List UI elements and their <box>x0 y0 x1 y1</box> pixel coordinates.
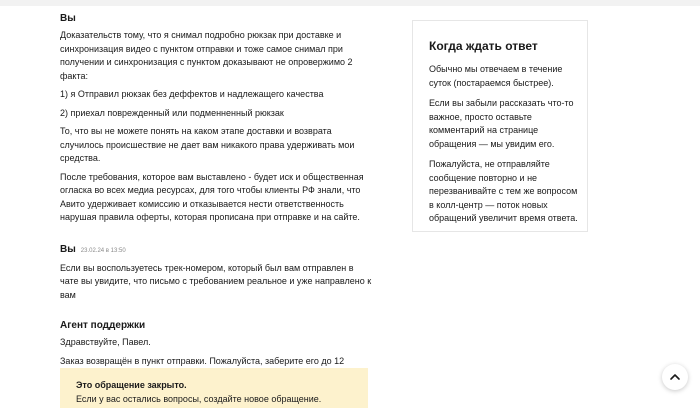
message <box>60 12 372 225</box>
author-name: Агент поддержки <box>60 320 146 331</box>
message-text: Здравствуйте, Павел. <box>60 337 151 347</box>
message-text: 2) приехал поврежденный или подменненный рюкзак <box>60 107 284 118</box>
message-text: После требования, которое вам выставлено - будет иск и общественная огласка во всех медиа ресурсах, для того чтобы клиенты РФ знали, что Авито удерживает комиссию и отказывается нести ответственность нарушая правила оферты, которая прописана при отправке и на сайте. <box>60 171 364 222</box>
message-timestamp: 23.02.24 в 13:50 <box>80 247 126 254</box>
card-body <box>429 63 579 233</box>
message-text: Если вы воспользуетесь трек-номером, который был вам отправлен в чате вы увидите, что письмо с требованием реальное и уже направлено к вам <box>60 262 372 300</box>
message <box>60 243 372 303</box>
top-divider <box>0 0 700 6</box>
author-name: Вы <box>60 243 76 255</box>
message-text: 1) я Отправил рюкзак без деффектов и надлежащего качества <box>60 89 324 99</box>
banner-title: Это обращение закрыто. <box>76 380 187 390</box>
card-title: Когда ждать ответ <box>429 39 538 53</box>
message-author <box>60 243 372 258</box>
card-text: Обычно мы отвечаем в течение суток (постараемся быстрее). <box>429 64 563 88</box>
message-author <box>60 319 372 332</box>
message-thread <box>60 12 372 382</box>
message-text: Заказ возвращён в пункт отправки. Пожалуйста, заберите его до 12 <box>60 355 345 366</box>
message-text: То, что вы не можете понять на каком этапе доставки и возврата случилось происшествие не дает вам никакого права удерживать мои средства. <box>60 126 355 163</box>
card-text: Пожалуйста, не отправляйте сообщение повторно и не перезванивайте с тем же вопросом в колл-центр — поток новых обращений увеличит время ответа. <box>429 159 578 223</box>
message-text: Доказательств тому, что я снимал подробно рюкзак при доставке и синхронизация видео с пунктом отправки и тоже самое снимал при получении и синхронизация с пунктом доказывают не опровержимо 2 факта: <box>60 30 353 81</box>
response-info-card <box>412 20 588 232</box>
card-text: Если вы забыли рассказать что-то важное, просто оставьте комментарий на странице обращения — мы увидим его. <box>429 98 574 149</box>
message-author <box>60 12 372 25</box>
author-name: Вы <box>60 13 76 24</box>
closed-ticket-banner <box>60 368 368 408</box>
banner-text: Если у вас остались вопросы, создайте новое обращение. <box>76 394 322 404</box>
scroll-to-top-button[interactable] <box>662 364 688 390</box>
chevron-up-icon <box>669 371 681 383</box>
